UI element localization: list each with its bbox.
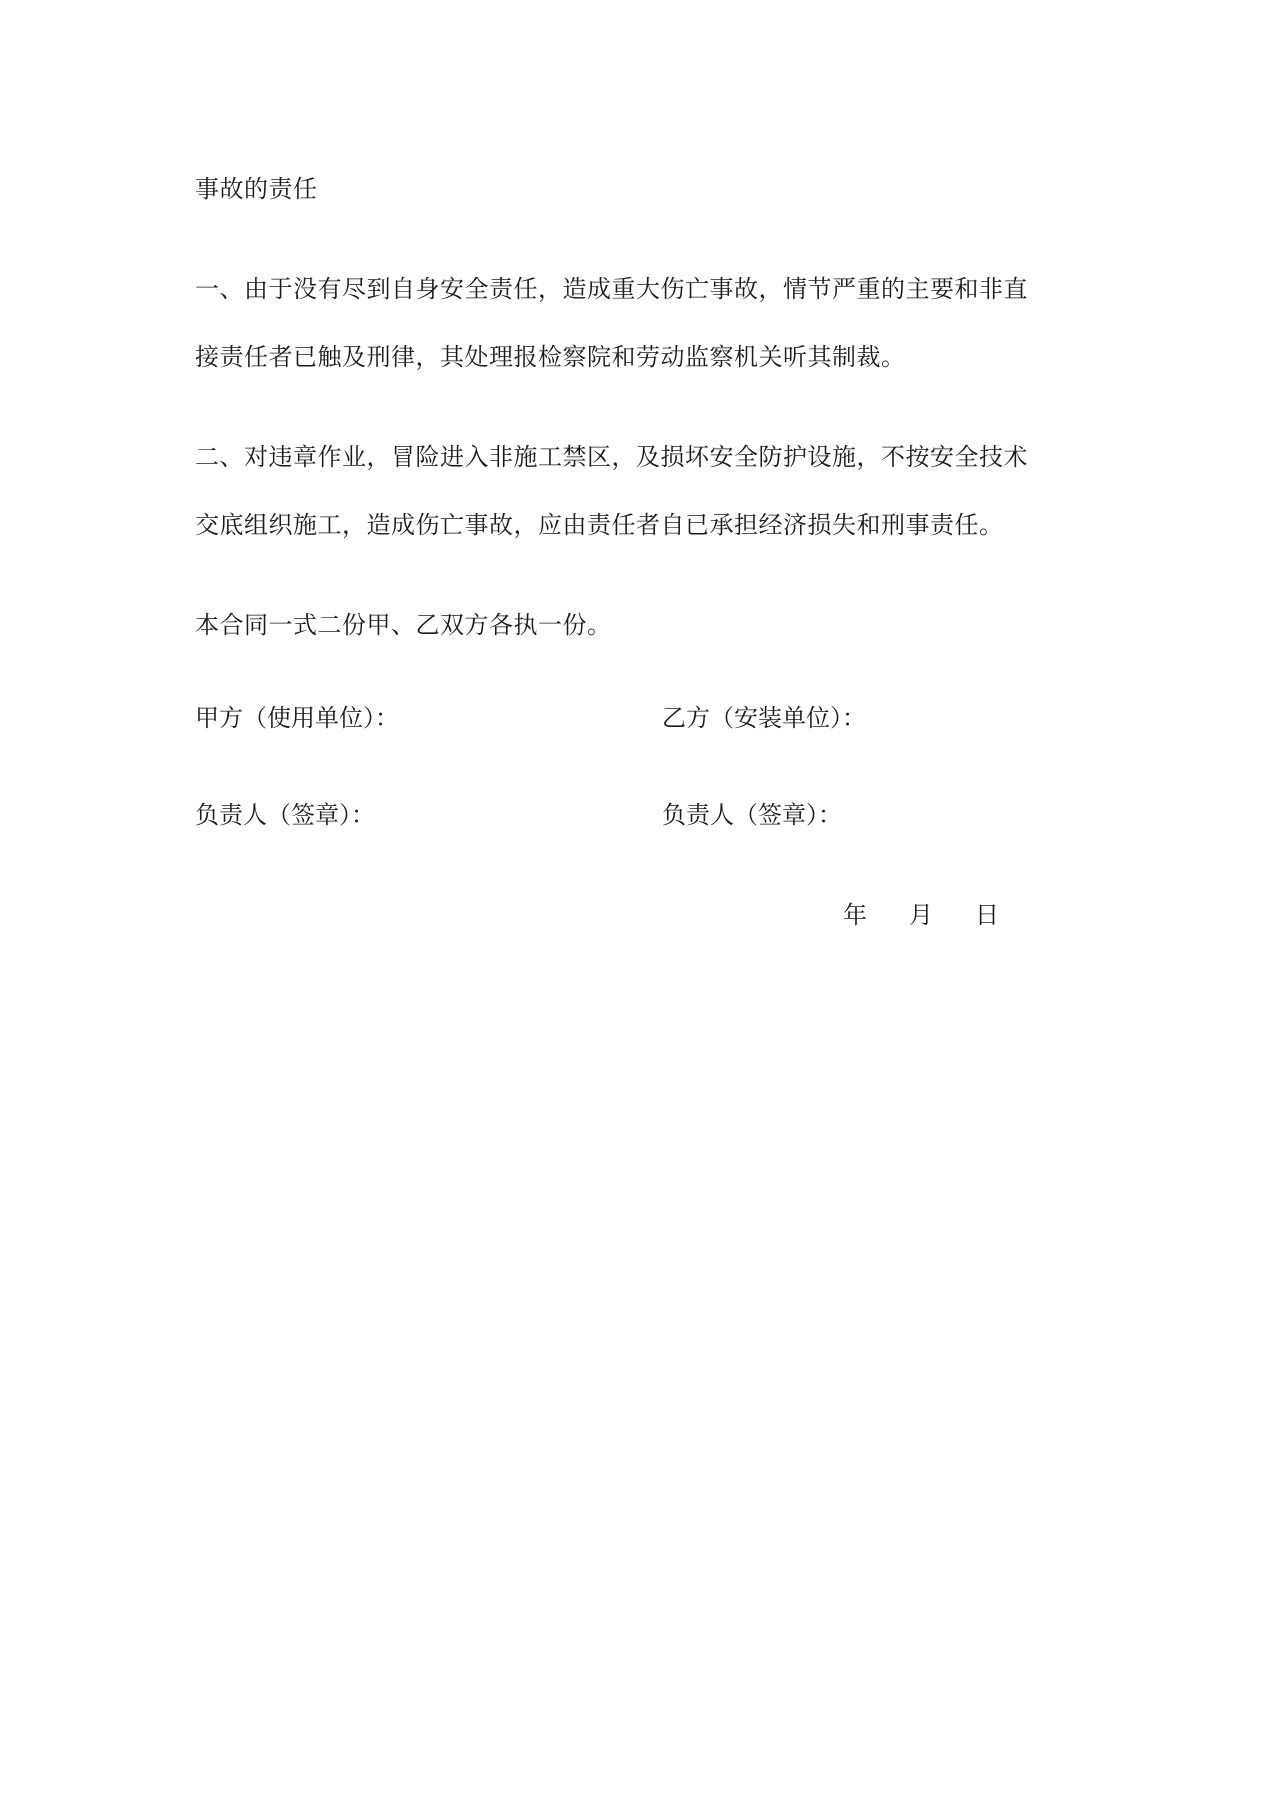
party-a-responsible-label: 负责人（签章）： [195,801,375,829]
paragraph-2-line-2: 交底组织施工，造成伤亡事故，应由责任者自已承担经济损失和刑事责任。 [195,511,1004,539]
party-b-responsible-label: 负责人（签章）： [662,801,842,829]
paragraph-1-line-2: 接责任者已触及刑律，其处理报检察院和劳动监察机关听其制裁。 [195,343,906,371]
section-heading: 事故的责任 [195,175,318,203]
date-year-label: 年 [843,901,867,929]
party-b-label: 乙方（安装单位）： [662,704,866,732]
date-month-label: 月 [909,901,933,929]
paragraph-3: 本合同一式二份甲、乙双方各执一份。 [195,611,612,639]
paragraph-1-line-1: 一、由于没有尽到自身安全责任，造成重大伤亡事故，情节严重的主要和非直 [195,275,1028,303]
party-a-label: 甲方（使用单位）： [195,704,399,732]
date-day-label: 日 [975,901,999,929]
paragraph-2-line-1: 二、对违章作业，冒险进入非施工禁区，及损坏安全防护设施，不按安全技术 [195,443,1028,471]
